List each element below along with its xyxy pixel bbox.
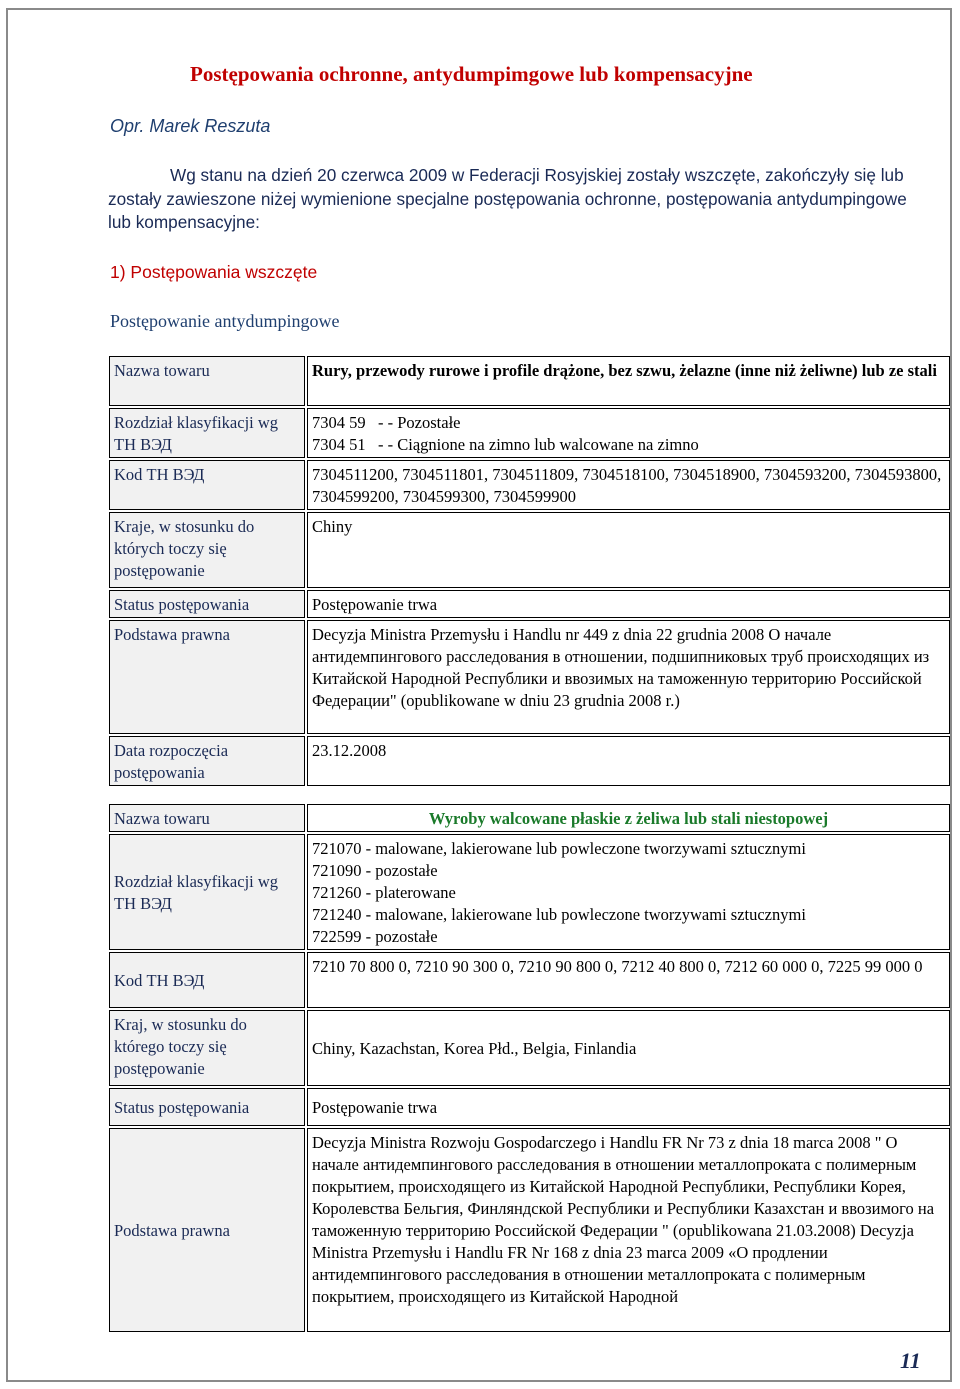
label-product: Nazwa towaru [109,356,305,406]
page-title: Postępowania ochronne, antydumpimgowe lub kompensacyjne [190,62,753,86]
label-legal-basis: Podstawa prawna [109,1128,305,1332]
table-row [109,834,950,950]
start-date-cell: 23.12.2008 [307,736,950,786]
classification-cell [307,408,950,458]
countries-cell: Chiny [307,512,950,588]
code-cell: 7304511200, 7304511801, 7304511809, 7304518100, 7304518900, 7304593200, 7304593800, 7304599200, 7304599300, 7304599900 [307,460,950,510]
label-start-date: Data rozpoczęcia postępowania [109,736,305,786]
table-row [109,408,950,458]
table-row [109,952,950,1008]
proceeding-table-2 [107,802,952,1334]
table-row [109,460,950,510]
label-code: Kod ТН ВЭД [109,952,305,1008]
legal-basis-cell: Decyzja Ministra Rozwoju Gospodarczego i Handlu FR Nr 73 z dnia 18 marca 2008 " О начале антидемпингового расследования в отношении металлопроката с полимерным покрытием, происходящего из Китайской Народной Республики, Республики Корея, Королевства Бельгия, Финляндской Республики и Республики Казахстан и ввозимого на таможенную территорию Российской Федерации " (opublikowana 21.03.2008) Decyzja Ministra Przemysłu i Handlu FR Nr 168 z dnia 23 marca 2009 «О продлении антидемпингового расследования в отношении металлопроката с полимерным покрытием, происходящего из Китайской Народной [307,1128,950,1332]
product-name: Wyroby walcowane płaskie z żeliwa lub stali niestopowej [428,809,829,828]
status-cell: Postępowanie trwa [307,1088,950,1126]
table-row [109,1088,950,1126]
label-countries: Kraj, w stosunku do którego toczy się postępowanie [109,1010,305,1086]
table-row [109,1128,950,1332]
label-status: Status postępowania [109,1088,305,1126]
classification-item: 7304 51 - - Ciągnione na zimno lub walcowane na zimno [312,435,699,454]
label-classification: Rozdział klasyfikacji wg ТН ВЭД [109,834,305,950]
classification-cell [307,834,950,950]
product-name: Rury, przewody rurowe i profile drążone, bez szwu, żelazne (inne niż żeliwne) lub ze stali [307,356,950,406]
classification-item: 721090 - pozostałe [312,861,438,880]
table-row [109,356,950,406]
label-status: Status postępowania [109,590,305,618]
proceeding-table-1 [107,354,952,788]
table-row [109,736,950,786]
classification-item: 722599 - pozostałe [312,927,438,946]
section-heading: 1) Postępowania wszczęte [110,262,318,282]
author-line: Opr. Marek Reszuta [110,116,271,136]
table-row [109,590,950,618]
table-row [109,804,950,832]
section-subheading: Postępowanie antydumpingowe [110,311,340,331]
table-row [109,620,950,734]
label-code: Kod ТН ВЭД [109,460,305,510]
label-classification: Rozdział klasyfikacji wg ТН ВЭД [109,408,305,458]
label-legal-basis: Podstawa prawna [109,620,305,734]
table-row [109,512,950,588]
classification-item: 721240 - malowane, lakierowane lub powleczone tworzywami sztucznymi [312,905,806,924]
classification-item: 721070 - malowane, lakierowane lub powleczone tworzywami sztucznymi [312,839,806,858]
classification-item: 721260 - platerowane [312,883,456,902]
countries-cell: Chiny, Kazachstan, Korea Płd., Belgia, Finlandia [307,1010,950,1086]
classification-item: 7304 59 - - Pozostałe [312,413,461,432]
product-cell [307,804,950,832]
code-cell: 7210 70 800 0, 7210 90 300 0, 7210 90 800 0, 7212 40 800 0, 7212 60 000 0, 7225 99 000 0 [307,952,950,1008]
label-product: Nazwa towaru [109,804,305,832]
legal-basis-cell: Decyzja Ministra Przemysłu i Handlu nr 449 z dnia 22 grudnia 2008 О начале антидемпингового расследования в отношении, подшипниковых труб происходящих из Китайской Народной Республики и ввозимых на таможенную территорию Российской Федерации" (opublikowane w dniu 23 grudnia 2008 r.) [307,620,950,734]
intro-paragraph: Wg stanu na dzień 20 czerwca 2009 w Federacji Rosyjskiej zostały wszczęte, zakończyły się lub zostały zawieszone niżej wymienione specjalne postępowania ochronne, postępowania antydumpingowe lub kompensacyjne: [108,165,907,232]
table-row [109,1010,950,1086]
status-cell: Postępowanie trwa [307,590,950,618]
label-countries: Kraje, w stosunku do których toczy się postępowanie [109,512,305,588]
page-number: 11 [900,1348,921,1373]
